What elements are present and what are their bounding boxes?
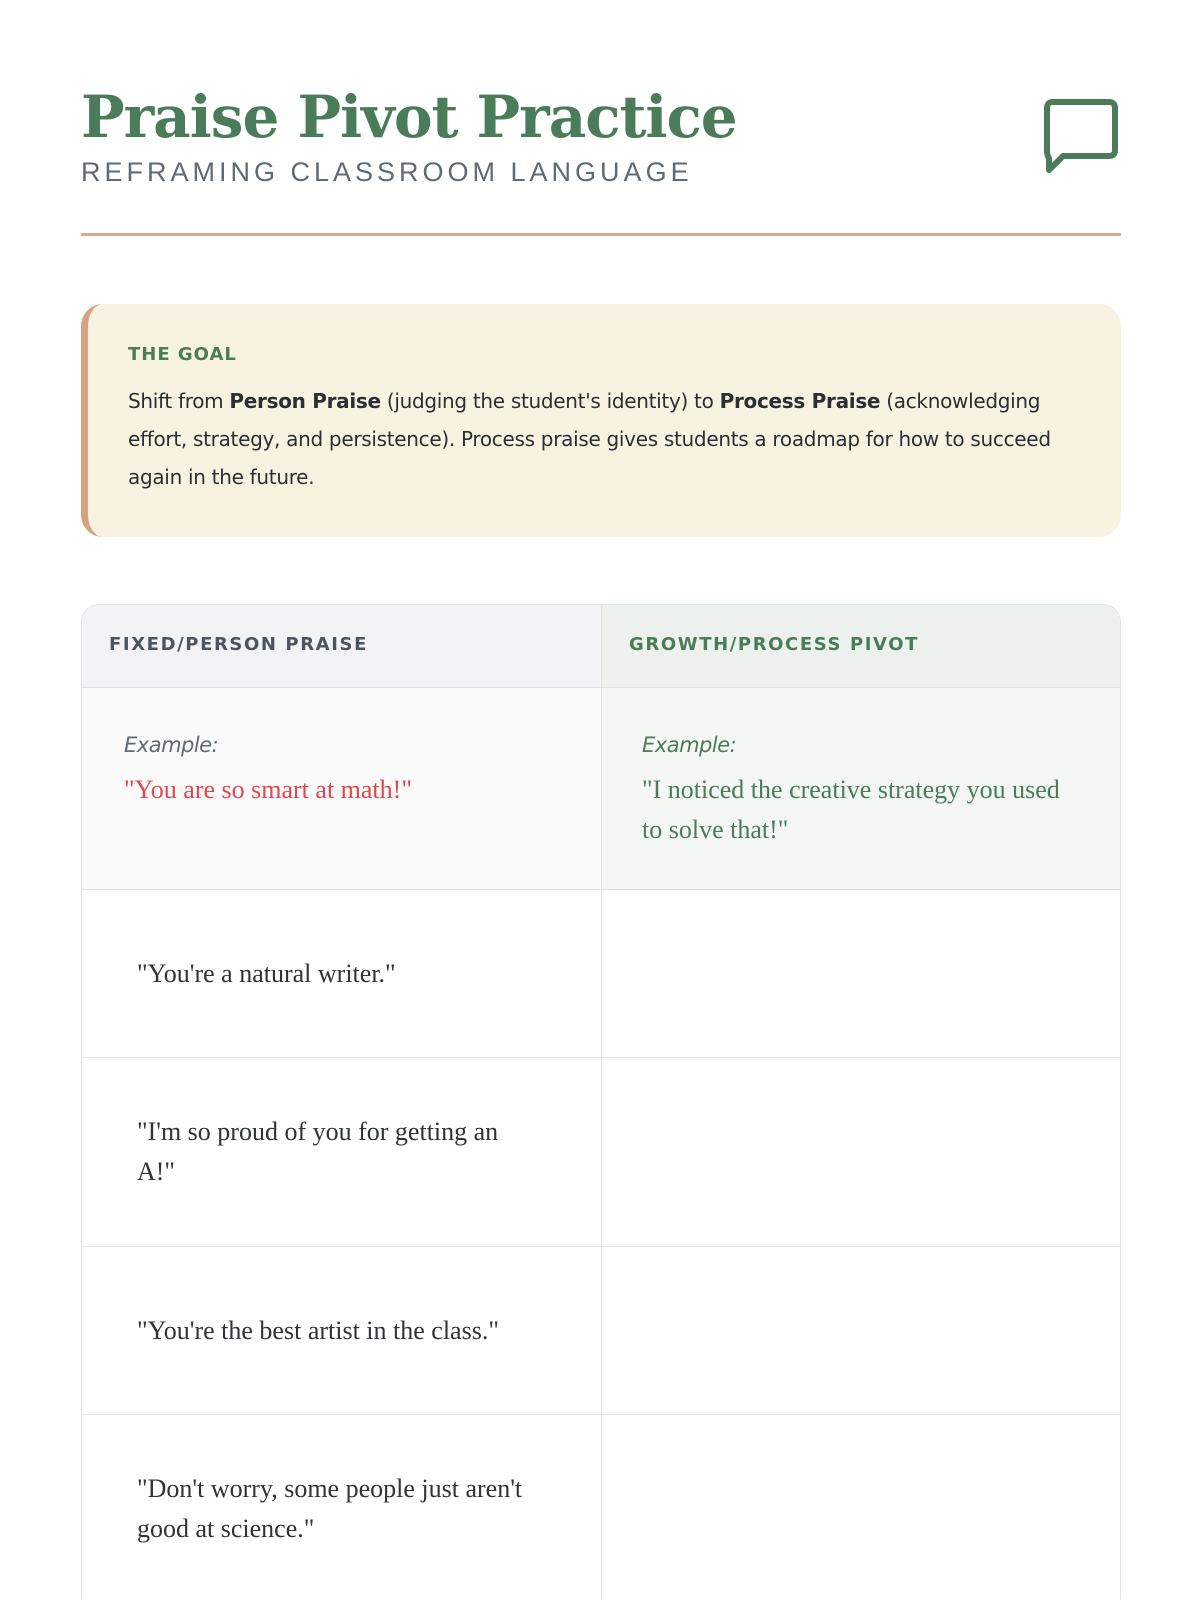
column-header-growth (601, 605, 1120, 687)
example-growth-cell (601, 688, 1120, 889)
column-header-fixed (82, 605, 601, 687)
example-fixed-cell (82, 688, 601, 889)
page-subtitle: REFRAMING CLASSROOM LANGUAGE (81, 157, 693, 187)
example-label: Example: (642, 733, 737, 757)
chat-bubble-icon (1041, 98, 1121, 178)
fixed-praise-cell (82, 1058, 601, 1246)
goal-label: THE GOAL (128, 344, 237, 365)
fixed-praise-cell (82, 1247, 601, 1414)
goal-term-process-praise: Process Praise (719, 389, 881, 413)
fixed-praise-cell (82, 1415, 601, 1600)
goal-text-part: (judging the student's identity) to (380, 389, 720, 413)
table-row (82, 1247, 1120, 1415)
page-title: Praise Pivot Practice (81, 83, 737, 151)
goal-text-part: Shift from (128, 389, 230, 413)
page-header (81, 82, 1121, 192)
fixed-praise-text: "You're the best artist in the class." (137, 1315, 499, 1345)
example-row (82, 688, 1120, 890)
column-header-fixed-label: FIXED/PERSON PRAISE (109, 634, 368, 655)
pivot-answer-cell[interactable] (601, 890, 1120, 1057)
table-row (82, 1058, 1120, 1247)
column-header-growth-label: GROWTH/PROCESS PIVOT (629, 634, 920, 655)
goal-term-person-praise: Person Praise (229, 389, 381, 413)
pivot-answer-cell[interactable] (601, 1058, 1120, 1246)
fixed-praise-text: "Don't worry, some people just aren't good at science." (137, 1474, 523, 1543)
practice-table (81, 604, 1121, 1600)
fixed-praise-text: "You're a natural writer." (137, 958, 396, 988)
goal-description (128, 382, 1077, 496)
example-fixed-quote: "You are so smart at math!" (124, 775, 412, 804)
example-growth-quote: "I noticed the creative strategy you used to solve that!" (642, 775, 1060, 844)
goal-callout (81, 304, 1121, 537)
pivot-answer-cell[interactable] (601, 1247, 1120, 1414)
table-row (82, 890, 1120, 1058)
example-label: Example: (124, 733, 219, 757)
table-header-row (82, 605, 1120, 688)
goal-text-part: (acknowledging effort, strategy, and persistence). Process praise gives students a roadmap for how to succeed again in the future. (128, 389, 1051, 489)
header-divider (81, 233, 1121, 236)
fixed-praise-text: "I'm so proud of you for getting an A!" (137, 1117, 499, 1186)
table-row (82, 1415, 1120, 1600)
pivot-answer-cell[interactable] (601, 1415, 1120, 1600)
fixed-praise-cell (82, 890, 601, 1057)
